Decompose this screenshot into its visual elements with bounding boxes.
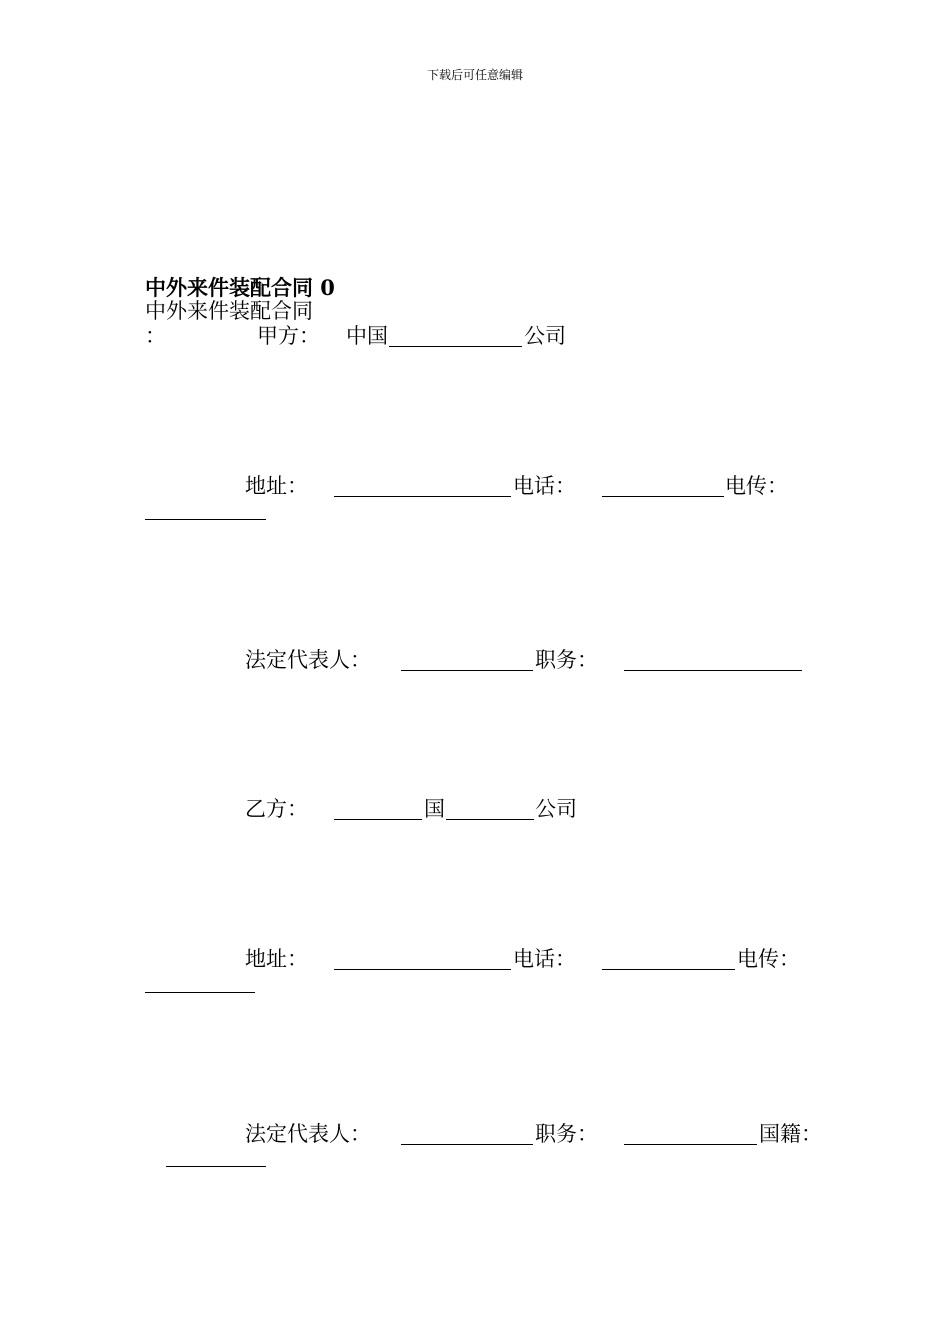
party-b-country-suffix: 国	[424, 797, 445, 821]
document-title: 中外来件装配合同 0	[145, 275, 335, 300]
party-b-phone-label: 电话：	[513, 947, 576, 971]
party-a-position-label: 职务：	[535, 648, 598, 672]
party-b-fax-blank[interactable]	[145, 992, 255, 993]
party-b-nationality-blank[interactable]	[166, 1166, 266, 1167]
party-b-rep-label: 法定代表人：	[245, 1122, 371, 1146]
party-b-position-blank[interactable]	[624, 1144, 757, 1145]
party-a-rep-blank[interactable]	[401, 670, 533, 671]
party-a-position-blank[interactable]	[624, 670, 802, 671]
party-b-rep-blank[interactable]	[401, 1144, 533, 1145]
party-b-country-blank[interactable]	[334, 819, 422, 820]
party-a-country: 中国	[346, 324, 388, 348]
party-b-position-label: 职务：	[535, 1122, 598, 1146]
party-b-address-label: 地址：	[245, 947, 308, 971]
party-b-address-blank[interactable]	[334, 969, 511, 970]
party-b-nationality-label: 国籍：	[759, 1122, 822, 1146]
party-a-fax-blank[interactable]	[145, 519, 266, 520]
party-a-company-suffix: 公司	[524, 324, 566, 348]
page-header: 下载后可任意编辑	[426, 68, 523, 82]
party-a-rep-label: 法定代表人：	[245, 648, 371, 672]
colon-mark: ：	[145, 324, 166, 348]
party-a-fax-label: 电传：	[725, 474, 788, 498]
party-b-label: 乙方：	[245, 797, 308, 821]
party-a-address-blank[interactable]	[334, 496, 511, 497]
party-b-phone-blank[interactable]	[602, 969, 735, 970]
party-b-company-blank[interactable]	[446, 819, 534, 820]
document-subtitle: 中外来件装配合同	[145, 299, 313, 323]
party-b-company-suffix: 公司	[535, 797, 577, 821]
party-a-address-label: 地址：	[245, 474, 308, 498]
party-a-phone-blank[interactable]	[602, 496, 724, 497]
party-a-label: 甲方：	[257, 324, 320, 348]
party-a-company-blank[interactable]	[389, 346, 522, 347]
party-b-fax-label: 电传：	[737, 947, 800, 971]
party-a-phone-label: 电话：	[513, 474, 576, 498]
